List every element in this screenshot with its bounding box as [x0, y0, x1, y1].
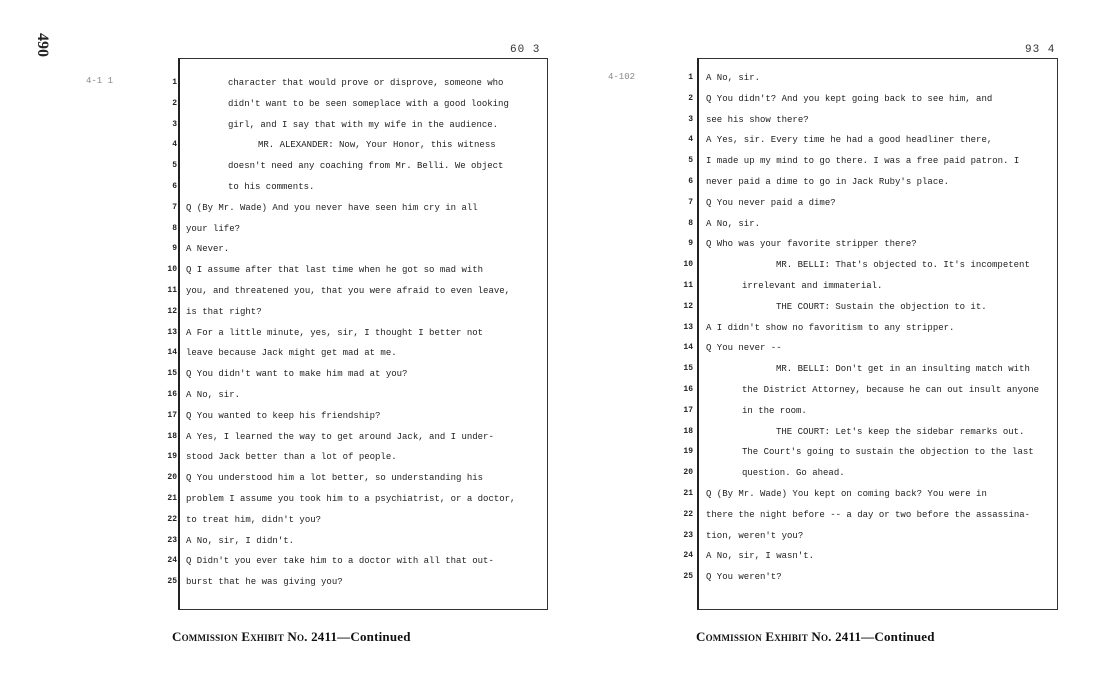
line-number: 8 — [688, 218, 693, 228]
line-number: 16 — [683, 385, 693, 394]
transcript-line: you, and threatened you, that you were afraid to even leave, — [186, 286, 511, 296]
side-page-number: 490 — [34, 33, 51, 57]
left-caption-suffix: —Continued — [337, 629, 411, 644]
line-number: 18 — [683, 426, 693, 436]
line-number: 14 — [167, 348, 177, 358]
line-number: 5 — [172, 161, 177, 171]
line-number: 19 — [167, 452, 177, 462]
transcript-line: the District Attorney, because he can out insult anyone — [742, 385, 1040, 395]
transcript-line: Q You didn't want to make him mad at you? — [186, 369, 408, 380]
left-margin-mark: 4-1 1 — [86, 76, 114, 86]
right-caption-suffix: —Continued — [861, 629, 935, 644]
transcript-line: tion, weren't you? — [706, 530, 804, 541]
transcript-line: didn't want to be seen someplace with a good looking — [228, 98, 509, 109]
line-number: 17 — [167, 410, 177, 420]
transcript-line: never paid a dime to go in Jack Ruby's place. — [706, 177, 950, 187]
transcript-line: A Yes, I learned the way to get around Jack, and I under- — [186, 431, 494, 442]
transcript-line: A No, sir, I didn't. — [186, 535, 295, 546]
transcript-line: A No, sir. — [186, 390, 241, 400]
line-number: 3 — [688, 114, 693, 124]
line-number: 5 — [688, 156, 693, 166]
line-number: 2 — [688, 93, 693, 103]
line-number: 17 — [683, 405, 693, 415]
transcript-line: to his comments. — [228, 182, 315, 192]
transcript-line: to treat him, didn't you? — [186, 514, 322, 525]
line-number: 12 — [167, 306, 177, 316]
line-number: 6 — [172, 182, 177, 191]
line-number: 11 — [167, 286, 177, 295]
transcript-line: doesn't need any coaching from Mr. Belli. We object — [228, 161, 504, 172]
transcript-line: I made up my mind to go there. I was a free paid patron. I — [706, 156, 1020, 167]
transcript-line: THE COURT: Let's keep the sidebar remarks out. — [776, 426, 1025, 437]
line-number: 22 — [167, 514, 177, 524]
transcript-line: girl, and I say that with my wife in the audience. — [228, 119, 499, 130]
transcript-line: Q You weren't? — [706, 572, 782, 583]
line-number: 12 — [683, 301, 693, 311]
line-number: 25 — [683, 572, 693, 582]
transcript-line: stood Jack better than a lot of people. — [186, 452, 397, 463]
line-number: 14 — [683, 343, 693, 353]
line-number: 4 — [172, 140, 177, 150]
left-caption — [172, 629, 411, 645]
line-number: 16 — [167, 390, 177, 399]
transcript-line: Q You wanted to keep his friendship? — [186, 410, 381, 421]
line-number: 7 — [172, 202, 177, 212]
transcript-line: MR. BELLI: Don't get in an insulting match with — [776, 364, 1030, 375]
transcript-line: MR. BELLI: That's objected to. It's incompetent — [776, 260, 1030, 271]
right-page-number: 93 4 — [1025, 44, 1056, 56]
transcript-line: is that right? — [186, 306, 262, 317]
line-number: 13 — [683, 322, 693, 332]
transcript-line: MR. ALEXANDER: Now, Your Honor, this witness — [258, 140, 496, 151]
transcript-line: A For a little minute, yes, sir, I thought I better not — [186, 327, 484, 338]
transcript-line: A I didn't show no favoritism to any stripper. — [706, 322, 955, 333]
transcript-line: there the night before -- a day or two before the assassina- — [706, 509, 1031, 520]
line-number: 24 — [167, 556, 177, 566]
left-page-number: 60 3 — [510, 44, 541, 56]
transcript-line: A No, sir, I wasn't. — [706, 551, 815, 562]
line-number: 15 — [683, 364, 693, 374]
transcript-line: leave because Jack might get mad at me. — [186, 348, 397, 359]
transcript-line: Q (By Mr. Wade) You kept on coming back? You were in — [706, 489, 987, 499]
line-number: 25 — [167, 577, 177, 587]
transcript-line: Q (By Mr. Wade) And you never have seen him cry in all — [186, 202, 478, 213]
transcript-line: character that would prove or disprove, someone who — [228, 78, 504, 88]
right-caption-number: 2411 — [835, 629, 862, 644]
transcript-line: burst that he was giving you? — [186, 577, 343, 588]
transcript-line: A Yes, sir. Every time he had a good headliner there, — [706, 135, 993, 146]
transcript-line: The Court's going to sustain the objection to the last — [742, 447, 1034, 458]
line-number: 23 — [683, 530, 693, 540]
transcript-line: see his show there? — [706, 114, 809, 125]
line-number: 24 — [683, 551, 693, 561]
line-number: 3 — [172, 119, 177, 129]
line-number: 13 — [167, 327, 177, 337]
line-number: 22 — [683, 509, 693, 519]
transcript-line: A No, sir. — [706, 73, 761, 83]
line-number: 6 — [688, 177, 693, 186]
transcript-line: problem I assume you took him to a psychiatrist, or a doctor, — [186, 494, 516, 504]
transcript-line: A Never. — [186, 244, 230, 255]
transcript-line: Q You didn't? And you kept going back to see him, and — [706, 93, 993, 104]
left-caption-number: 2411 — [311, 629, 338, 644]
transcript-line: Q You never -- — [706, 343, 782, 354]
transcript-line: A No, sir. — [706, 218, 761, 229]
line-number: 9 — [172, 244, 177, 254]
line-number: 15 — [167, 369, 177, 379]
line-number: 20 — [683, 468, 693, 478]
line-number: 23 — [167, 535, 177, 545]
transcript-line: irrelevant and immaterial. — [742, 281, 883, 291]
line-number: 1 — [172, 78, 177, 87]
right-margin-mark: 4-102 — [608, 72, 636, 82]
line-number: 7 — [688, 197, 693, 207]
line-number: 4 — [688, 135, 693, 145]
line-number: 20 — [167, 473, 177, 483]
line-number: 21 — [683, 489, 693, 498]
line-number: 11 — [683, 281, 693, 290]
transcript-line: Q You understood him a lot better, so understanding his — [186, 473, 484, 484]
transcript-line: Q Didn't you ever take him to a doctor with all that out- — [186, 556, 494, 567]
line-number: 2 — [172, 98, 177, 108]
transcript-line: your life? — [186, 223, 241, 234]
right-caption-prefix: Commission Exhibit No. — [696, 629, 832, 644]
right-caption — [696, 629, 935, 645]
transcript-line: Q You never paid a dime? — [706, 197, 836, 208]
transcript-line: THE COURT: Sustain the objection to it. — [776, 301, 987, 312]
line-number: 10 — [167, 265, 177, 275]
line-number: 21 — [167, 494, 177, 503]
transcript-line: question. Go ahead. — [742, 468, 845, 479]
line-number: 19 — [683, 447, 693, 457]
line-number: 18 — [167, 431, 177, 441]
transcript-line: Q I assume after that last time when he got so mad with — [186, 265, 484, 276]
line-number: 1 — [688, 73, 693, 82]
transcript-line: Q Who was your favorite stripper there? — [706, 239, 917, 250]
line-number: 8 — [172, 223, 177, 233]
line-number: 9 — [688, 239, 693, 249]
line-number: 10 — [683, 260, 693, 270]
transcript-line: in the room. — [742, 405, 807, 416]
left-caption-prefix: Commission Exhibit No. — [172, 629, 308, 644]
